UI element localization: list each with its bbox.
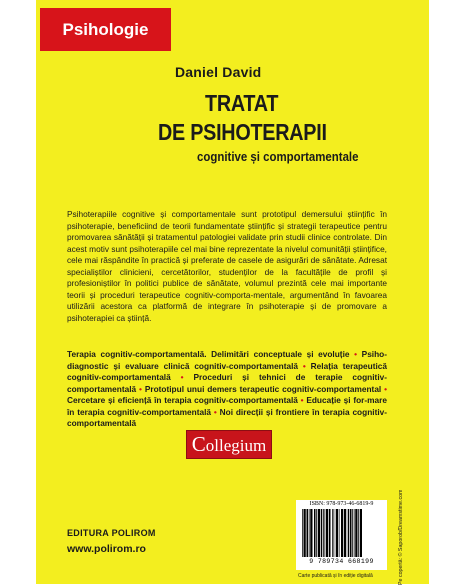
barcode-bar <box>354 509 355 557</box>
bullet-separator: • <box>302 360 306 371</box>
publisher-name: EDITURA POLIROM <box>67 528 156 538</box>
series-label: Psihologie <box>40 8 171 51</box>
title-line-2: DE PSIHOTERAPII <box>158 119 327 145</box>
barcode-bar <box>352 509 353 557</box>
title-line-1: TRATAT <box>205 90 279 116</box>
barcode-icon <box>300 509 383 557</box>
barcode-bar <box>302 509 303 557</box>
barcode-bar <box>307 509 309 557</box>
collegium-logo <box>186 430 272 459</box>
barcode-bar <box>323 509 324 557</box>
bullet-separator: • <box>139 383 142 394</box>
topic-item: Noi direcții și frontiere în terapia cognitiv-comportamentală <box>67 406 388 428</box>
subtitle: cognitive și comportamentale <box>197 149 359 164</box>
barcode-bar <box>332 509 333 557</box>
bullet-separator: • <box>213 406 217 417</box>
barcode-bar <box>325 509 326 557</box>
bullet-separator: • <box>300 395 304 405</box>
topic-item: Psiho-diagnostic și evaluare clinică cognitiv-comportamentală <box>67 349 388 371</box>
isbn-label: ISBN: 978-973-46-6819-9 <box>309 501 374 507</box>
cover-credit: Pe copertă: © Saporob/Dreamstime.com <box>398 489 404 585</box>
barcode-bar <box>350 509 352 557</box>
barcode-bar <box>360 509 362 557</box>
description-paragraph: Psihoterapiile cognitive și comportamentale sunt prototipul demersului științific în psihoterapie, beneficiind de teorii fundamentate științific și strategii terapeutice pentru promovarea sănătății și tratamentul patologiei validate prin studii clinice controlate. Din acest motiv sunt psihoterapiile cel mai bine reprezentate la nivelul comunității științifice, cele mai răspândite în practică și preferate de casele de asigurări de sănătate. Adresat specialiștilor clinicieni, cercetătorilor, studenților de la facultățile de profil și profesioniștilor în politici publice de sănătate, volumul prezintă cele mai importante teorii și proceduri terapeutice cognitiv-comporta-mentale, argumentând în favoarea utilizării acestora ca platformă de integrare în psihoterapie și de promovare a psihoterapiei ca știință. <box>67 209 387 323</box>
barcode-block <box>296 500 387 570</box>
bullet-separator: • <box>180 372 184 382</box>
publisher-website: www.polirom.ro <box>67 543 146 555</box>
topics-list <box>67 349 387 430</box>
barcode-bar <box>316 509 317 557</box>
barcode-digits: 9 789734 668199 <box>309 558 374 565</box>
topic-item: Prototipul unui demers terapeutic cognitiv-comportamental <box>144 383 382 394</box>
barcode-bar <box>329 509 331 557</box>
collegium-logo-rest: ollegium <box>205 436 267 455</box>
barcode-bar <box>318 509 320 557</box>
topic-item: Relația terapeutică cognitiv-comportamentală <box>67 360 387 382</box>
topic-item: Cercetare și eficiență în terapia cognitiv-comportamentală <box>67 395 298 405</box>
bullet-separator: • <box>354 349 358 359</box>
author-name: Daniel David <box>175 64 262 80</box>
barcode-bar <box>304 509 306 557</box>
barcode-bar <box>321 509 323 557</box>
barcode-bar <box>336 509 338 557</box>
barcode-bar <box>309 509 310 557</box>
barcode-bar <box>358 509 359 557</box>
barcode-bar <box>334 509 335 557</box>
barcode-bar <box>348 509 350 557</box>
barcode-bar <box>310 509 312 557</box>
barcode-bar <box>355 509 357 557</box>
barcode-bar <box>344 509 346 557</box>
bullet-separator: • <box>384 383 388 394</box>
barcode-bar <box>314 509 316 557</box>
barcode-bar <box>339 509 340 557</box>
collegium-logo-initial: C <box>191 432 206 456</box>
barcode-bar <box>326 509 328 557</box>
topic-item: Proceduri și tehnici de terapie cognitiv-comportamentală <box>67 372 388 394</box>
topic-item: Educație și for-mare în terapia cognitiv-comportamentală <box>67 395 387 417</box>
barcode-bar <box>341 509 343 557</box>
topic-item: Terapia cognitiv-comportamentală. Delimitări conceptuale și evoluție <box>67 349 350 359</box>
edition-note: Carte publicată și în ediție digitală <box>298 573 373 579</box>
